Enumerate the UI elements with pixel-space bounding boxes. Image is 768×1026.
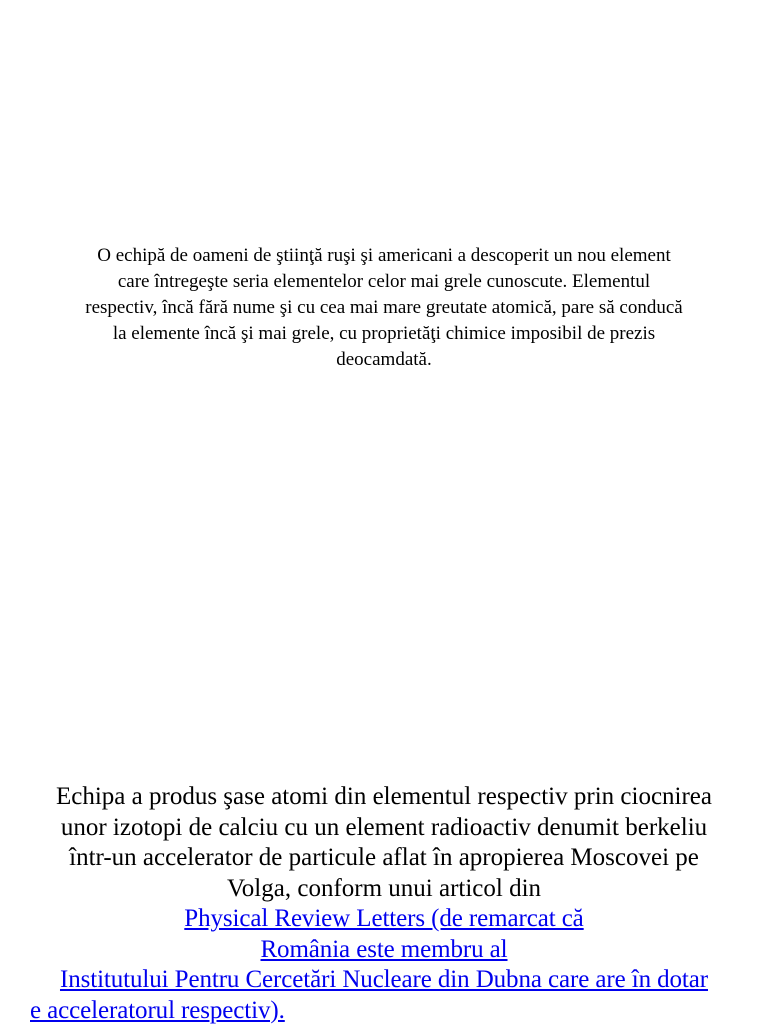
body-line: unor izotopi de calciu cu un element radioactiv denumit berkeliu <box>30 813 738 844</box>
intro-line: care întregeşte seria elementelor celor mai grele cunoscute. Elementul <box>118 271 650 292</box>
source-link[interactable]: e acceleratorul respectiv). <box>30 997 285 1024</box>
source-link[interactable]: Physical Review Letters (de remarcat că <box>184 905 583 932</box>
intro-line: O echipă de oameni de ştiinţă ruşi şi americani a descoperit un nou element <box>97 245 671 266</box>
source-link-line <box>30 904 738 935</box>
source-link-line <box>30 965 738 996</box>
body-line: Volga, conform unui articol din <box>30 874 738 905</box>
source-link[interactable]: Institutului Pentru Cercetări Nucleare din Dubna care are în dotar <box>60 966 708 993</box>
body-line: într-un accelerator de particule aflat în apropierea Moscovei pe <box>30 843 738 874</box>
source-link-line <box>30 935 738 966</box>
intro-line: respectiv, încă fără nume şi cu cea mai mare greutate atomică, pare să conducă <box>85 297 682 318</box>
intro-line: deocamdată. <box>336 349 431 370</box>
source-link-line <box>30 996 738 1026</box>
intro-line: la elemente încă şi mai grele, cu proprietăţi chimice imposibil de prezis <box>113 323 655 344</box>
intro-paragraph <box>40 243 728 373</box>
source-link[interactable]: România este membru al <box>260 936 507 963</box>
body-line: Echipa a produs şase atomi din elementul respectiv prin ciocnirea <box>30 782 738 813</box>
body-paragraph <box>30 782 738 1026</box>
